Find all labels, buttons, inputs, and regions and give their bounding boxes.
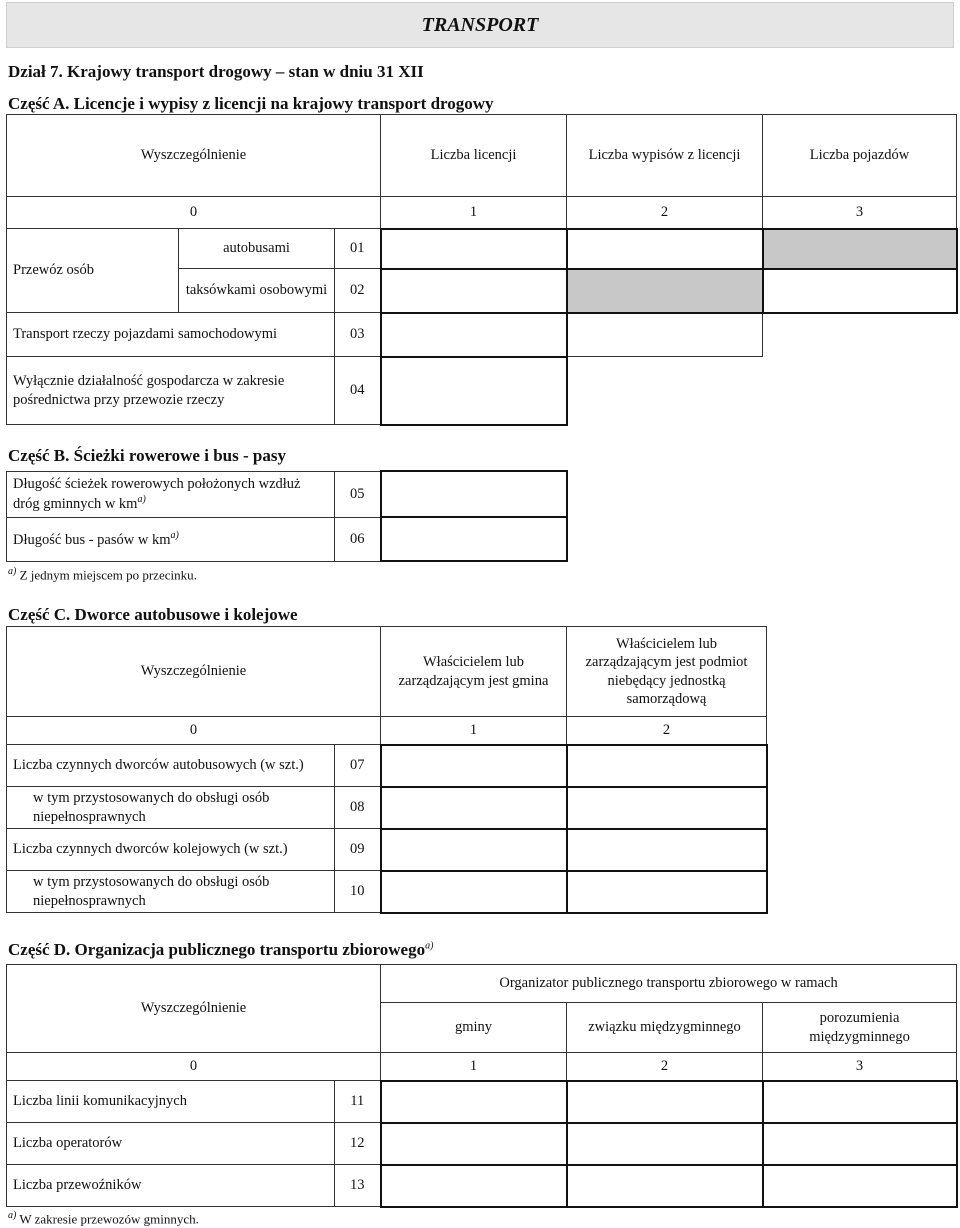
input-cell[interactable] — [567, 871, 767, 913]
col-number-3: 3 — [763, 197, 957, 229]
footnote-text: Z jednym miejscem po przecinku. — [19, 567, 197, 583]
header-title: TRANSPORT — [421, 14, 539, 36]
input-cell[interactable] — [763, 1123, 957, 1165]
input-cell[interactable] — [381, 269, 567, 313]
row-code: 06 — [335, 517, 381, 561]
row-label: w tym przystosowanych do obsługi osób niepełnosprawnych — [7, 787, 335, 829]
row-label: Wyłącznie działalność gospodarcza w zakresie pośrednictwa przy przewozie rzeczy — [7, 357, 335, 425]
input-cell[interactable] — [381, 1123, 567, 1165]
empty-cell — [567, 517, 957, 561]
col-header-municipality: gminy — [381, 1003, 567, 1053]
input-cell[interactable] — [381, 1165, 567, 1207]
input-cell[interactable] — [381, 871, 567, 913]
row-label: w tym przystosowanych do obsługi osób niepełnosprawnych — [7, 871, 335, 913]
input-cell[interactable] — [381, 357, 567, 425]
footnote-marker: a) — [425, 940, 434, 952]
input-cell[interactable] — [381, 1081, 567, 1123]
col-number-0: 0 — [7, 197, 381, 229]
footnote-text: W zakresie przewozów gminnych. — [19, 1211, 199, 1227]
row-code: 08 — [335, 787, 381, 829]
col-number-2: 2 — [567, 717, 767, 745]
row-code: 03 — [335, 313, 381, 357]
row-label — [7, 471, 335, 517]
row-label: Liczba czynnych dworców kolejowych (w szt.) — [7, 829, 335, 871]
row-code: 09 — [335, 829, 381, 871]
row-label — [7, 517, 335, 561]
col-header-label: Wyszczególnienie — [7, 115, 381, 197]
col-number-3: 3 — [763, 1053, 957, 1081]
empty-cell — [567, 471, 957, 517]
row-code: 04 — [335, 357, 381, 425]
input-cell[interactable] — [763, 269, 957, 313]
row-code: 07 — [335, 745, 381, 787]
col-header-vehicles: Liczba pojazdów — [763, 115, 957, 197]
input-cell[interactable] — [381, 229, 567, 269]
footnote-marker: a) — [170, 529, 179, 541]
col-number-0: 0 — [7, 717, 381, 745]
part-d-table — [6, 964, 958, 1208]
input-cell[interactable] — [763, 1165, 957, 1207]
section-title: Dział 7. Krajowy transport drogowy – stan w dniu 31 XII — [8, 62, 424, 81]
part-b-table — [6, 470, 957, 562]
footnote-marker: a) — [8, 1210, 17, 1221]
part-c-title: Część C. Dworce autobusowe i kolejowe — [8, 605, 298, 624]
input-cell[interactable] — [381, 745, 567, 787]
col-header-agreement: porozumienia międzygminnego — [763, 1003, 957, 1053]
empty-cell — [763, 313, 957, 357]
col-header-union: związku międzygminnego — [567, 1003, 763, 1053]
col-header-extracts: Liczba wypisów z licencji — [567, 115, 763, 197]
col-header-label: Wyszczególnienie — [7, 965, 381, 1053]
row-label: taksówkami osobowymi — [179, 269, 335, 313]
part-d-title — [8, 940, 433, 960]
col-number-2: 2 — [567, 197, 763, 229]
input-cell[interactable] — [567, 787, 767, 829]
col-number-1: 1 — [381, 1053, 567, 1081]
input-cell[interactable] — [381, 787, 567, 829]
input-cell[interactable] — [567, 829, 767, 871]
input-cell[interactable] — [567, 1165, 763, 1207]
row-code: 01 — [335, 229, 381, 269]
input-cell[interactable] — [381, 829, 567, 871]
footnote-marker: a) — [8, 566, 17, 577]
disabled-cell — [763, 229, 957, 269]
row-code: 05 — [335, 471, 381, 517]
row-code: 02 — [335, 269, 381, 313]
row-label: Liczba operatorów — [7, 1123, 335, 1165]
col-header-non-governmental: Właścicielem lub zarządzającym jest podmiot niebędący jednostką samorządową — [567, 627, 767, 717]
row-code: 12 — [335, 1123, 381, 1165]
row-label: autobusami — [179, 229, 335, 269]
row-label: Liczba czynnych dworców autobusowych (w szt.) — [7, 745, 335, 787]
row-label: Liczba linii komunikacyjnych — [7, 1081, 335, 1123]
row-label: Transport rzeczy pojazdami samochodowymi — [7, 313, 335, 357]
input-cell[interactable] — [567, 1081, 763, 1123]
input-cell[interactable] — [381, 313, 567, 357]
group-label-passengers: Przewóz osób — [7, 229, 179, 313]
col-number-1: 1 — [381, 717, 567, 745]
input-cell[interactable] — [567, 229, 763, 269]
row-label: Liczba przewoźników — [7, 1165, 335, 1207]
empty-cell — [567, 357, 763, 425]
footnote-marker: a) — [137, 493, 146, 505]
col-number-0: 0 — [7, 1053, 381, 1081]
part-c-table — [6, 626, 768, 914]
part-a-table — [6, 114, 958, 426]
disabled-cell — [567, 269, 763, 313]
empty-cell — [567, 313, 763, 357]
row-code: 10 — [335, 871, 381, 913]
col-header-label: Wyszczególnienie — [7, 627, 381, 717]
col-number-1: 1 — [381, 197, 567, 229]
input-cell[interactable] — [763, 1081, 957, 1123]
col-header-municipality: Właścicielem lub zarządzającym jest gmina — [381, 627, 567, 717]
row-code: 11 — [335, 1081, 381, 1123]
row-code: 13 — [335, 1165, 381, 1207]
input-cell[interactable] — [567, 1123, 763, 1165]
part-b-footnote — [8, 566, 197, 583]
part-b-title: Część B. Ścieżki rowerowe i bus - pasy — [8, 446, 286, 465]
row-label-text: Długość bus - pasów w km — [13, 531, 171, 548]
col-number-2: 2 — [567, 1053, 763, 1081]
empty-cell — [763, 357, 957, 425]
col-header-licenses: Liczba licencji — [381, 115, 567, 197]
part-d-title-text: Część D. Organizacja publicznego transportu zbiorowego — [8, 940, 426, 959]
col-header-organizer: Organizator publicznego transportu zbiorowego w ramach — [381, 965, 957, 1003]
input-cell[interactable] — [381, 517, 567, 561]
part-a-title: Część A. Licencje i wypisy z licencji na krajowy transport drogowy — [8, 94, 494, 113]
row-label-text: Długość ścieżek rowerowych położonych wzdłuż dróg gminnych w km — [13, 476, 301, 512]
input-cell[interactable] — [381, 471, 567, 517]
part-d-footnote — [8, 1210, 199, 1227]
input-cell[interactable] — [567, 745, 767, 787]
